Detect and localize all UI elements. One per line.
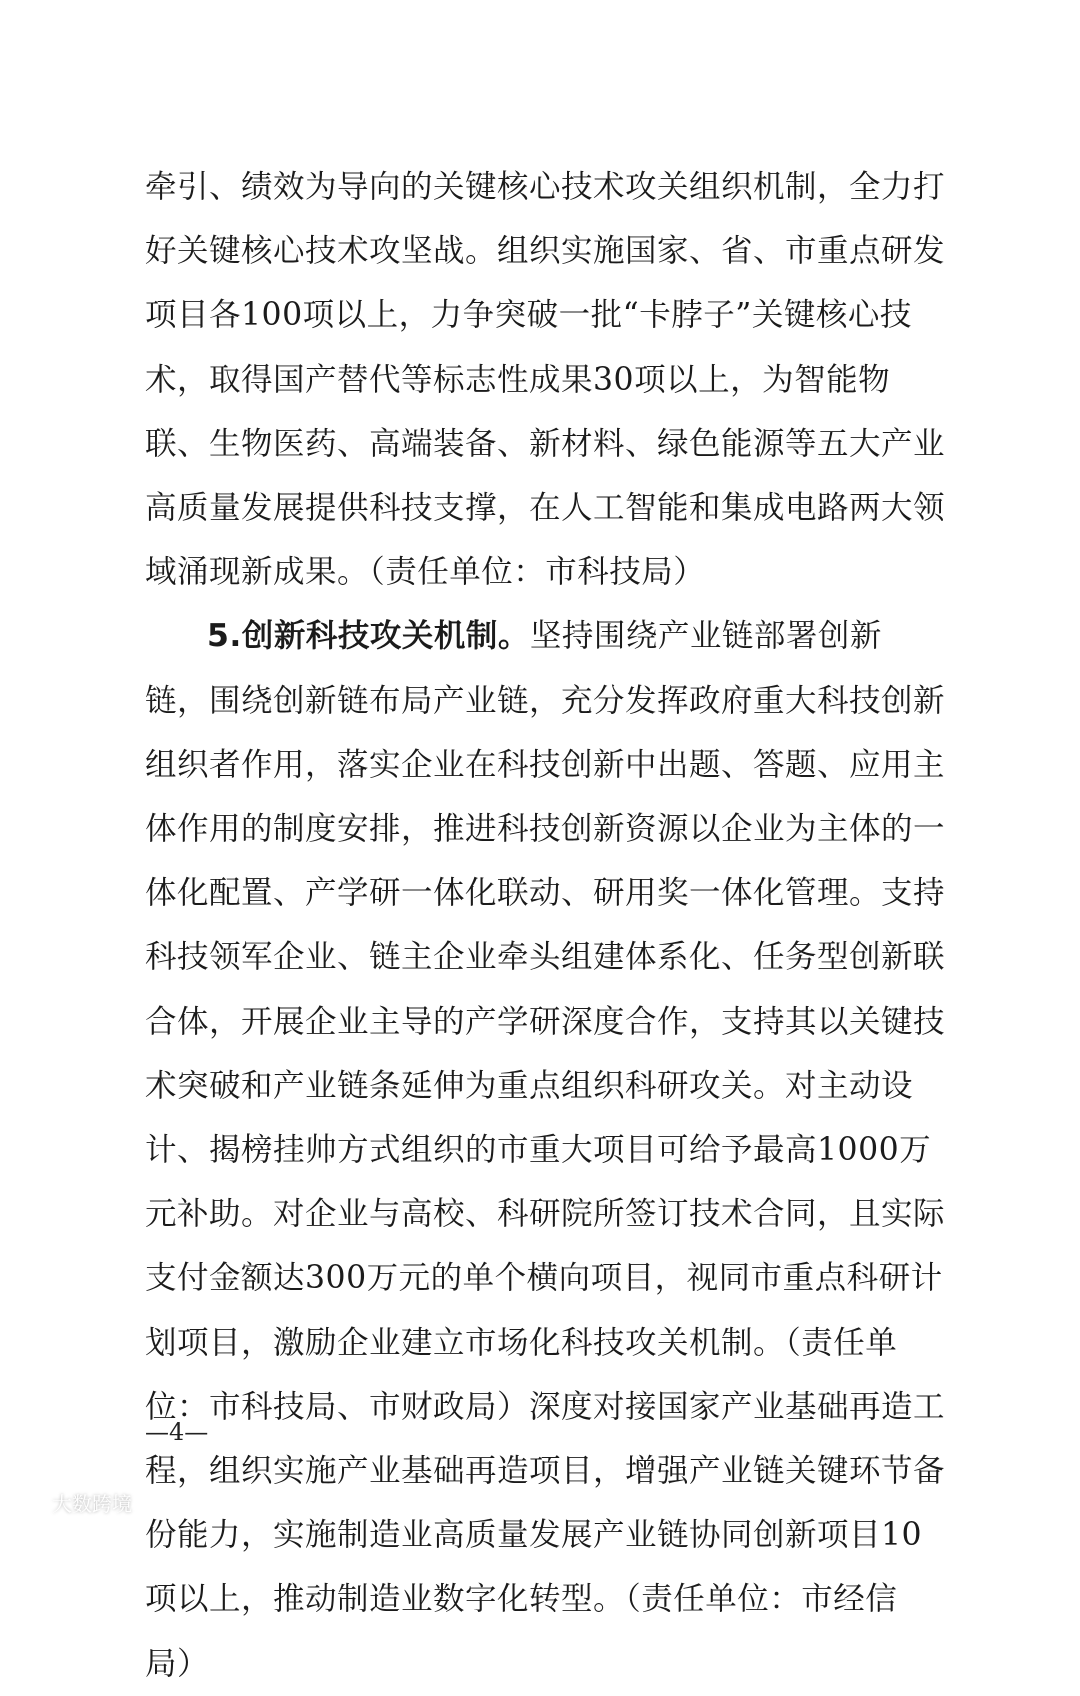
paragraph-1: 牵引、绩效为导向的关键核心技术攻关组织机制，全力打好关键核心技术攻坚战。组织实施国家、省、市重点研发项目各100项以上，力争突破一批“卡脖子”关键核心技术，取得国产替代等标志性成果30项以上，为智能物联、生物医药、高端装备、新材料、绿色能源等五大产业高质量发展提供科技支撑，在人工智能和集成电路两大领域涌现新成果。（责任单位：市科技局） <box>145 169 946 591</box>
paragraph-2 <box>145 604 945 1695</box>
section-heading: 5.创新科技攻关机制。 <box>207 618 530 655</box>
weibo-logo-icon <box>10 1491 46 1515</box>
watermark <box>10 1488 132 1517</box>
page-number: —4— <box>145 1418 209 1446</box>
document-page <box>145 155 945 1696</box>
paragraph-2-body: 坚持围绕产业链部署创新链，围绕创新链布局产业链，充分发挥政府重大科技创新组织者作用，落实企业在科技创新中出题、答题、应用主体作用的制度安排，推进科技创新资源以企业为主体的一体化配置、产学研一体化联动、研用奖一体化管理。支持科技领军企业、链主企业牵头组建体系化、任务型创新联合体，开展企业主导的产学研深度合作，支持其以关键技术突破和产业链条延伸为重点组织科研攻关。对主动设计、揭榜挂帅方式组织的市重大项目可给予最高1000万元补助。对企业与高校、科研院所签订技术合同，且实际支付金额达300万元的单个横向项目，视同市重点科研计划项目，激励企业建立市场化科技攻关机制。（责任单位：市科技局、市财政局）深度对接国家产业基础再造工程，组织实施产业基础再造项目，增强产业链关键环节备份能力，实施制造业高质量发展产业链协同创新项目10项以上，推动制造业数字化转型。（责任单位：市经信局） <box>145 618 946 1682</box>
watermark-text: 大数跨境 <box>52 1492 132 1516</box>
